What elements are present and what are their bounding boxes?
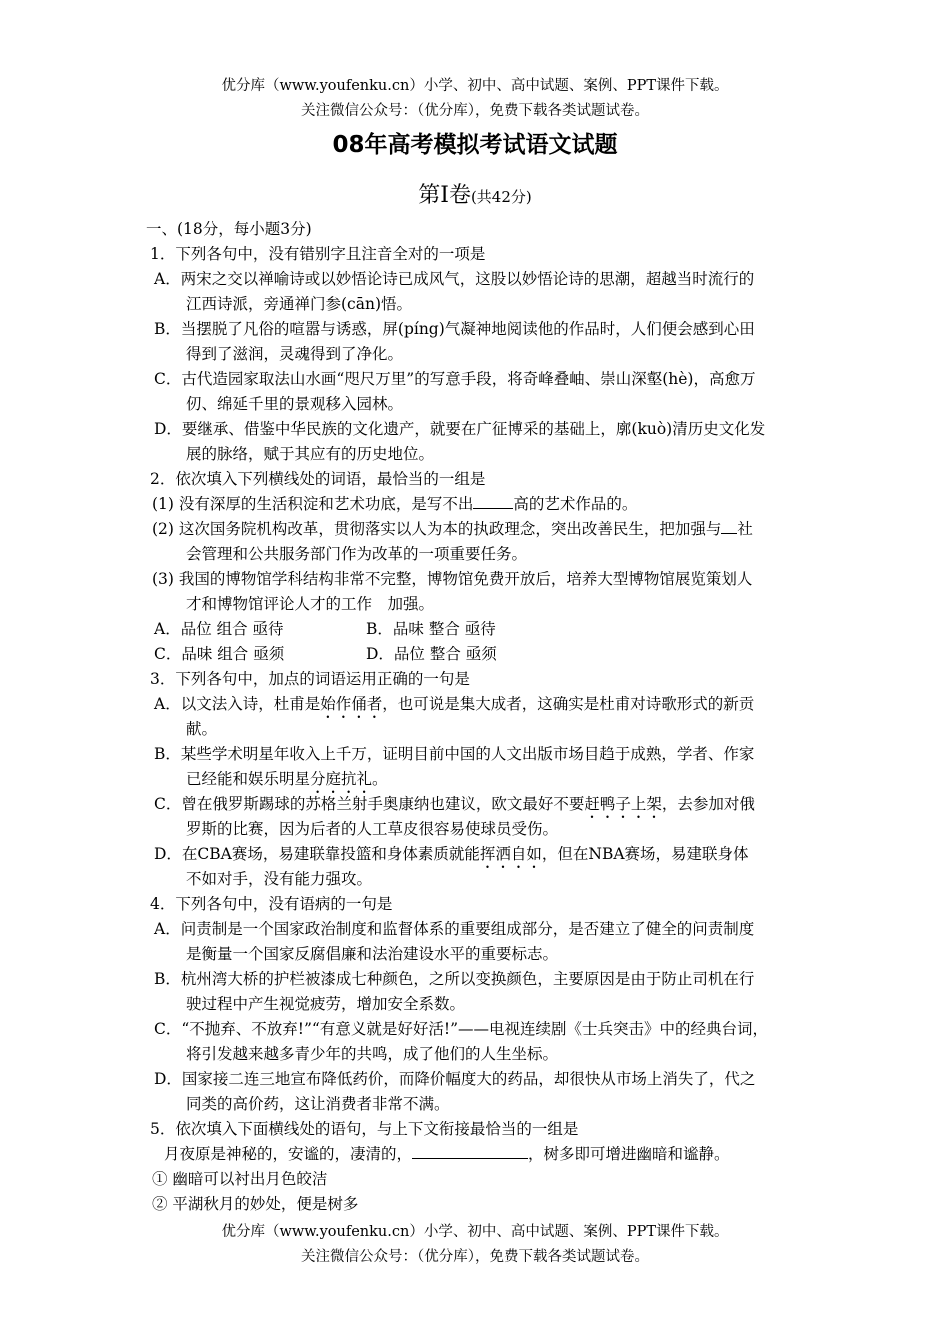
question-3-option-b: B．某些学术明星年收入上千万，证明目前中国的人文出版市场目趋于成熟，学者、作家 [154,745,755,763]
question-4-option-a-cont: 是衡量一个国家反腐倡廉和法治建设水平的重要标志。 [186,945,559,963]
question-3-option-c-cont: 罗斯的比赛，因为后者的人工草皮很容易使球员受伤。 [186,820,559,838]
question-4-option-b: B．杭州湾大桥的护栏被漆成七种颜色，之所以变换颜色，主要原因是由于防止司机在行 [154,970,755,988]
question-4-option-c-cont: 将引发越来越多青少年的共鸣，成了他们的人生坐标。 [186,1045,559,1063]
question-1-option-a: A．两宋之交以禅喻诗或以妙悟论诗已成风气，这股以妙悟论诗的思潮，超越当时流行的 [154,270,755,288]
volume-score-note: (共42分) [470,188,532,206]
footer-line-1: 优分库（www.youfenku.cn）小学、初中、高中试题、案例、PPT课件下载。 [221,1224,729,1240]
question-4-option-a: A．问责制是一个国家政治制度和监督体系的重要组成部分，是否建立了健全的问责制度 [154,920,755,938]
question-2-options-ab [146,617,816,642]
footer-line-2: 关注微信公众号：（优分库），免费下载各类试题试卷。 [301,1249,649,1265]
question-5-passage: 月夜原是神秘的，安谧的，凄清的， ，树多即可增进幽暗和谧静。 [164,1145,730,1163]
dotted-phrase: 挥洒自如 [479,845,542,863]
question-1-option-d: D．要继承、借鉴中华民族的文化遗产，就要在广征博采的基础上，廓(kuò)清历史文化发 [154,420,766,438]
question-1-option-a-cont: 江西诗派，旁通禅门参(cān)悟。 [186,295,412,313]
question-body [146,217,816,1217]
volume-label: 第Ⅰ卷 [418,183,471,208]
question-3-option-c: C．曾在俄罗斯踢球的苏格兰射手奥康纳也建议，欧文最好不要赶鸭子上架，去参加对俄 [154,795,755,813]
question-1-option-c-cont: 仞、绵延千里的景观移入园林。 [186,395,404,413]
fill-blank [473,493,513,509]
question-4-option-c: C．“不抛弃、不放弃!”“有意义就是好好活!”——电视连续剧《士兵突击》中的经典台词， [154,1020,769,1038]
question-1-option-d-cont: 展的脉络，赋于其应有的历史地位。 [186,445,435,463]
question-1-option-c: C．古代造园家取法山水画“咫尺万里”的写意手段，将奇峰叠岫、崇山深壑(hè)，高愈万 [154,370,756,388]
question-2-sentence-2: (2) 这次国务院机构改革，贯彻落实以人为本的执政理念，突出改善民生，把加强与 社 [152,520,753,538]
question-2-option-b: B．品味 整合 亟待 [366,620,496,638]
fill-blank [721,518,737,534]
header-line-1: 优分库（www.youfenku.cn）小学、初中、高中试题、案例、PPT课件下载。 [221,78,729,94]
question-2-stem: 2．依次填入下列横线处的词语，最恰当的一组是 [150,470,486,488]
question-2-option-a: A．品位 组合 亟待 [154,620,284,638]
question-3-stem: 3．下列各句中，加点的词语运用正确的一句是 [150,670,470,688]
fill-blank [412,1143,528,1159]
question-2-sentence-3: (3) 我国的博物馆学科结构非常不完整，博物馆免费开放后，培养大型博物馆展览策划人 [152,570,753,588]
header-line-2: 关注微信公众号：（优分库），免费下载各类试题试卷。 [301,103,649,119]
question-5-item-1: ① 幽暗可以衬出月色皎洁 [152,1170,328,1188]
dotted-phrase: 赶鸭子上架 [584,795,662,813]
question-3-option-d: D．在CBA赛场，易建联靠投篮和身体素质就能挥洒自如，但在NBA赛场，易建联身体 [154,845,749,863]
question-4-option-d: D．国家接二连三地宣布降低药价，而降价幅度大的药品，却很快从市场上消失了，代之 [154,1070,756,1088]
question-3-option-a-cont: 献。 [186,720,218,738]
question-3-option-d-cont: 不如对手，没有能力强攻。 [186,870,373,888]
section-heading: 一、(18分，每小题3分) [146,220,312,238]
question-1-option-b: B．当摆脱了凡俗的喧嚣与诱惑，屏(píng)气凝神地阅读他的作品时，人们便会感到心田 [154,320,755,338]
question-1-option-b-cont: 得到了滋润，灵魂得到了净化。 [186,345,404,363]
question-2-options-cd [146,642,816,667]
question-5-item-2: ② 平湖秋月的妙处，便是树多 [152,1195,359,1213]
question-2-sentence-1: (1) 没有深厚的生活积淀和艺术功底，是写不出 高的艺术作品的。 [152,495,638,513]
question-4-stem: 4．下列各句中，没有语病的一句是 [150,895,393,913]
question-4-option-d-cont: 同类的高价药，这让消费者非常不满。 [186,1095,450,1113]
page-title: 08年高考模拟考试语文试题 [332,132,618,158]
question-3-option-b-cont: 已经能和娱乐明星分庭抗礼。 [186,770,388,788]
dotted-phrase: 始作俑者 [320,695,383,713]
dotted-phrase: 分庭抗礼 [310,770,373,788]
question-2-sentence-2-cont: 会管理和公共服务部门作为改革的一项重要任务。 [186,545,528,563]
question-5-stem: 5．依次填入下面横线处的语句，与上下文衔接最恰当的一组是 [150,1120,579,1138]
question-2-option-c: C．品味 组合 亟须 [154,645,285,663]
question-2-sentence-3-cont: 才和博物馆评论人才的工作 加强。 [186,595,435,613]
question-3-option-a: A．以文法入诗，杜甫是始作俑者，也可说是集大成者，这确实是杜甫对诗歌形式的新贡 [154,695,755,713]
volume-heading [0,178,950,209]
question-2-option-d: D．品位 整合 亟须 [366,645,497,663]
question-4-option-b-cont: 驶过程中产生视觉疲劳，增加安全系数。 [186,995,466,1013]
question-1-stem: 1．下列各句中，没有错别字且注音全对的一项是 [150,245,486,263]
